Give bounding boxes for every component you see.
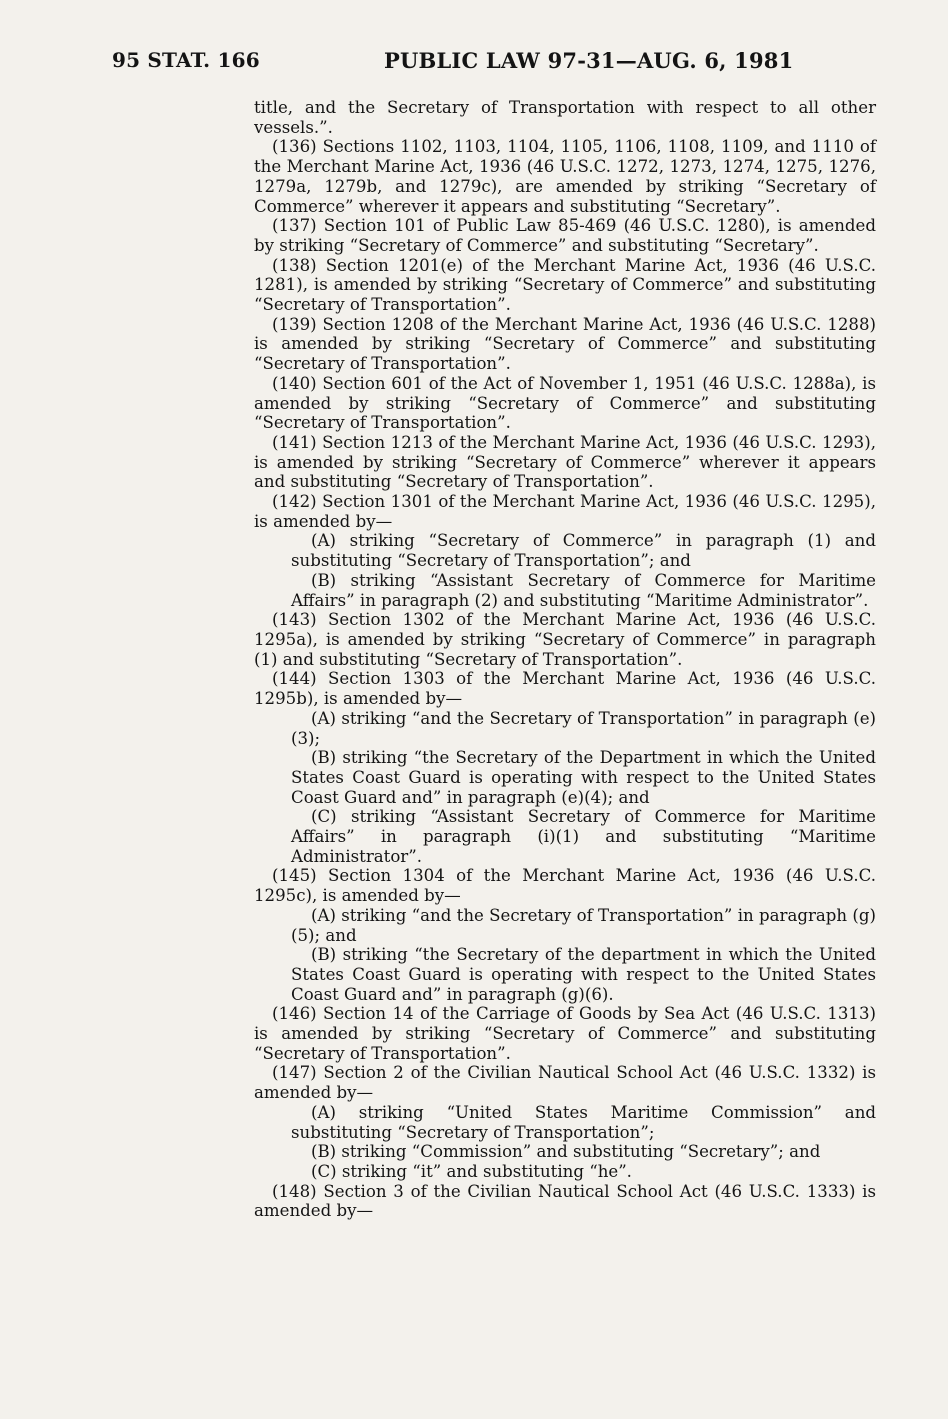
paragraph-145-b: (B) striking “the Secretary of the department in which the United States Coast Guard is operating with respect to the United States Coast Guard and” in paragraph (g)(6). <box>291 945 876 1004</box>
page-header <box>112 48 872 80</box>
paragraph-continuation: title, and the Secretary of Transportation with respect to all other vessels.”. <box>254 98 876 137</box>
paragraph-136: (136) Sections 1102, 1103, 1104, 1105, 1106, 1108, 1109, and 1110 of the Merchant Marine Act, 1936 (46 U.S.C. 1272, 1273, 1274, 1275, 1276, 1279a, 1279b, and 1279c), are amended by striking “Secretary of Commerce” wherever it appears and substituting “Secretary”. <box>254 137 876 216</box>
paragraph-144-a: (A) striking “and the Secretary of Transportation” in paragraph (e)(3); <box>291 708 876 748</box>
paragraph-147-b: (B) striking “Commission” and substituting “Secretary”; and <box>311 1142 821 1162</box>
public-law-title: PUBLIC LAW 97-31—AUG. 6, 1981 <box>384 48 794 73</box>
paragraph-138: (138) Section 1201(e) of the Merchant Marine Act, 1936 (46 U.S.C. 1281), is amended by striking “Secretary of Commerce” and substituting “Secretary of Transportation”. <box>254 255 876 315</box>
paragraph-140: (140) Section 601 of the Act of November 1, 1951 (46 U.S.C. 1288a), is amended by striking “Secretary of Commerce” and substituting “Secretary of Transportation”. <box>254 373 876 433</box>
paragraph-142-b: (B) striking “Assistant Secretary of Commerce for Maritime Affairs” in paragraph (2) and substituting “Maritime Administrator”. <box>291 570 876 610</box>
paragraph-144: (144) Section 1303 of the Merchant Marine Act, 1936 (46 U.S.C. 1295b), is amended by— <box>254 669 876 709</box>
paragraph-139: (139) Section 1208 of the Merchant Marine Act, 1936 (46 U.S.C. 1288) is amended by striking “Secretary of Commerce” and substituting “Secretary of Transportation”. <box>254 314 876 374</box>
paragraph-147-a: (A) striking “United States Maritime Commission” and substituting “Secretary of Transportation”; <box>291 1102 876 1142</box>
paragraph-144-b: (B) striking “the Secretary of the Department in which the United States Coast Guard is operating with respect to the United States Coast Guard and” in paragraph (e)(4); and <box>291 748 876 807</box>
paragraph-137: (137) Section 101 of Public Law 85-469 (46 U.S.C. 1280), is amended by striking “Secretary of Commerce” and substituting “Secretary”. <box>254 216 876 255</box>
paragraph-141: (141) Section 1213 of the Merchant Marine Act, 1936 (46 U.S.C. 1293), is amended by striking “Secretary of Commerce” wherever it appears and substituting “Secretary of Transportation”. <box>254 432 876 492</box>
paragraph-144-c: (C) striking “Assistant Secretary of Commerce for Maritime Affairs” in paragraph (i)(1) and substituting “Maritime Administrator”. <box>291 807 876 866</box>
law-body-text <box>254 98 876 1221</box>
paragraph-146: (146) Section 14 of the Carriage of Goods by Sea Act (46 U.S.C. 1313) is amended by striking “Secretary of Commerce” and substituting “Secretary of Transportation”. <box>254 1004 876 1063</box>
statute-page-number: 95 STAT. 166 <box>112 48 260 72</box>
paragraph-145: (145) Section 1304 of the Merchant Marine Act, 1936 (46 U.S.C. 1295c), is amended by— <box>254 866 876 906</box>
paragraph-147-c: (C) striking “it” and substituting “he”. <box>311 1161 632 1181</box>
paragraph-148: (148) Section 3 of the Civilian Nautical School Act (46 U.S.C. 1333) is amended by— <box>254 1181 876 1221</box>
paragraph-143: (143) Section 1302 of the Merchant Marine Act, 1936 (46 U.S.C. 1295a), is amended by striking “Secretary of Commerce” in paragraph (1) and substituting “Secretary of Transportation”. <box>254 610 876 669</box>
paragraph-142-a: (A) striking “Secretary of Commerce” in paragraph (1) and substituting “Secretary of Transportation”; and <box>291 531 876 571</box>
paragraph-145-a: (A) striking “and the Secretary of Transportation” in paragraph (g)(5); and <box>291 905 876 945</box>
paragraph-147: (147) Section 2 of the Civilian Nautical School Act (46 U.S.C. 1332) is amended by— <box>254 1063 876 1103</box>
paragraph-142: (142) Section 1301 of the Merchant Marine Act, 1936 (46 U.S.C. 1295), is amended by— <box>254 492 876 531</box>
